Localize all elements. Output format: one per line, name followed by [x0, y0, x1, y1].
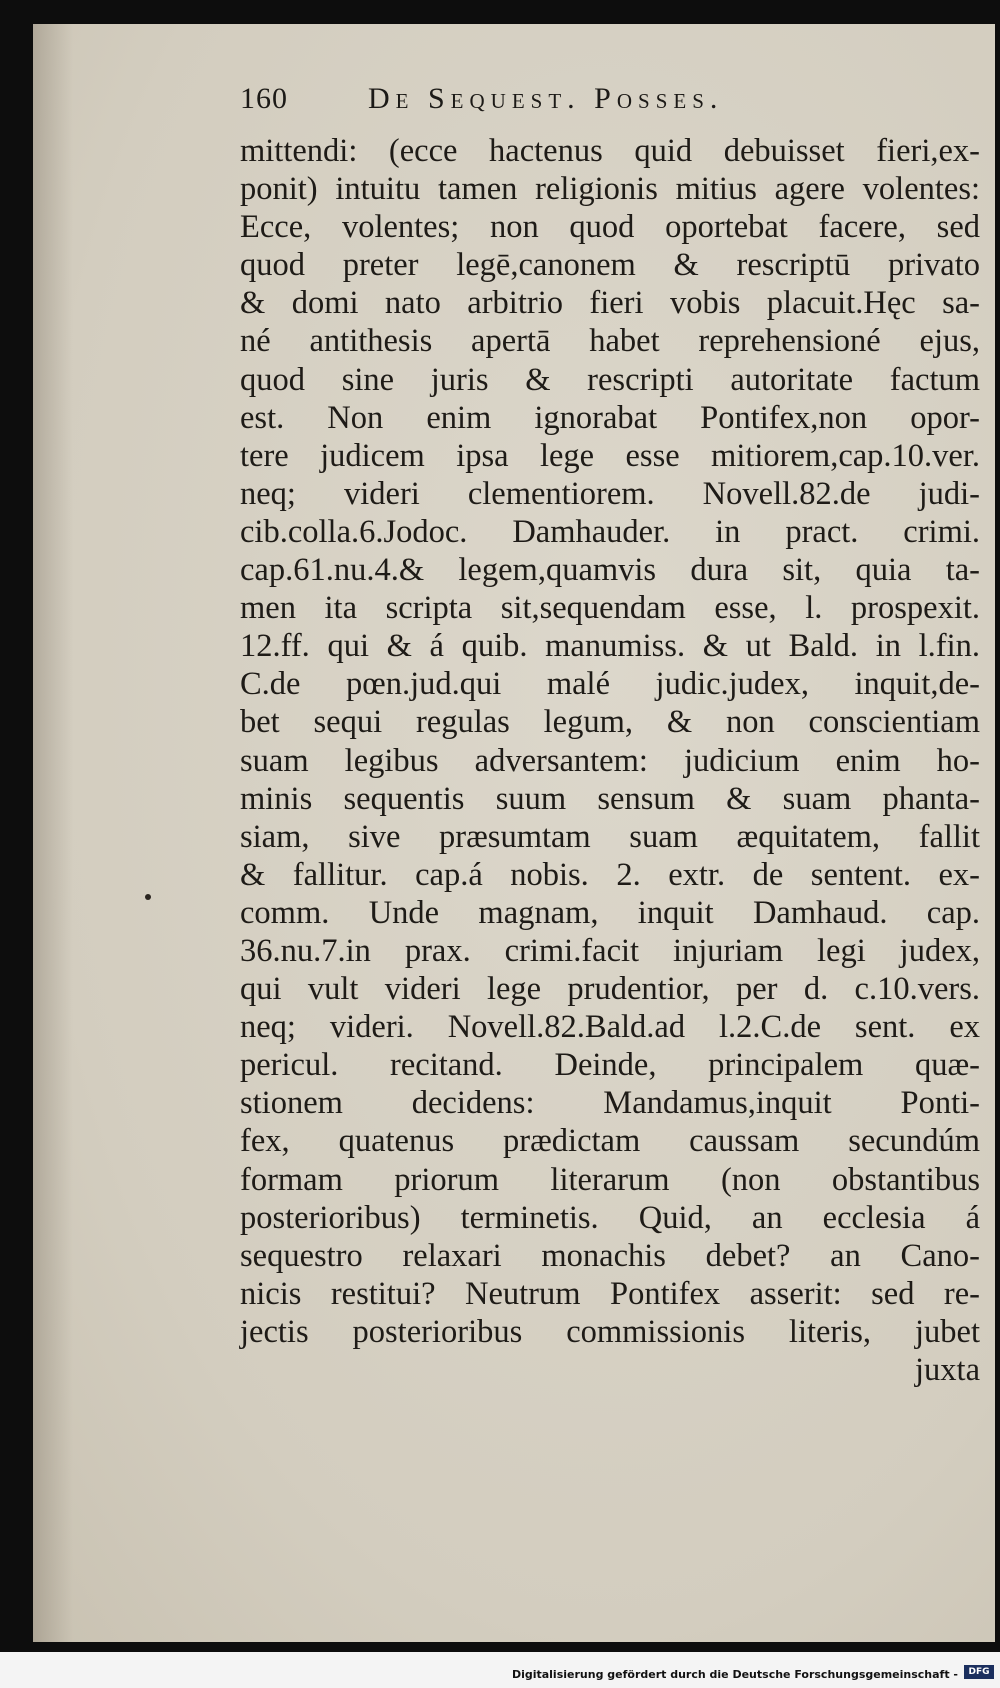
- text-line: nicis restitui? Neutrum Pontifex asserit: sed re-: [240, 1275, 980, 1312]
- funding-credit: Digitalisierung gefördert durch die Deutsche Forschungsgemeinschaft -: [511, 1668, 958, 1681]
- text-line: formam priorum literarum (non obstantibus: [240, 1161, 980, 1198]
- body-text: [240, 132, 980, 1389]
- text-line: C.de pœn.jud.qui malé judic.judex, inquit,de-: [240, 666, 980, 703]
- text-line: posterioribus) terminetis. Quid, an ecclesia á: [240, 1199, 980, 1236]
- text-line: neq; videri. Novell.82.Bald.ad l.2.C.de sent. ex: [240, 1009, 980, 1046]
- text-line: qui vult videri lege prudentior, per d. c.10.vers.: [240, 971, 980, 1008]
- text-line: stionem decidens: Mandamus,inquit Ponti-: [240, 1085, 980, 1122]
- text-line: ponit) intuitu tamen religionis mitius agere volentes:: [240, 171, 980, 208]
- text-line: Ecce, volentes; non quod oportebat facere, sed: [240, 209, 980, 246]
- text-line: comm. Unde magnam, inquit Damhaud. cap.: [240, 894, 980, 931]
- text-line: men ita scripta sit,sequendam esse, l. prospexit.: [240, 590, 980, 627]
- dfg-logo: DFG: [964, 1665, 994, 1679]
- text-line: sequestro relaxari monachis debet? an Cano-: [240, 1237, 980, 1274]
- text-line: pericul. recitand. Deinde, principalem quæ-: [240, 1047, 980, 1084]
- text-line: cap.61.nu.4.& legem,quamvis dura sit, quia ta-: [240, 552, 980, 589]
- text-line: mittendi: (ecce hactenus quid debuisset fieri,ex-: [240, 133, 980, 169]
- text-line: 36.nu.7.in prax. crimi.facit injuriam legi judex,: [240, 932, 980, 969]
- running-title: De Sequest. Posses.: [368, 82, 724, 115]
- text-line: 12.ff. qui & á quib. manumiss. & ut Bald. in l.fin.: [240, 628, 980, 665]
- page-number: 160: [240, 82, 288, 115]
- text-line: minis sequentis suum sensum & suam phanta-: [240, 780, 980, 817]
- text-line: quod preter legē,canonem & rescriptū privato: [240, 247, 980, 284]
- text-line: est. Non enim ignorabat Pontifex,non opor-: [240, 399, 980, 436]
- text-line: né antithesis apertā habet reprehensioné ejus,: [240, 323, 980, 360]
- page-gutter-shadow: [33, 24, 73, 1642]
- text-line: bet sequi regulas legum, & non conscientiam: [240, 704, 980, 741]
- text-line: jectis posterioribus commissionis literis, jubet: [240, 1313, 980, 1350]
- text-line: neq; videri clementiorem. Novell.82.de judi-: [240, 475, 980, 512]
- text-line: & domi nato arbitrio fieri vobis placuit.Hęc sa-: [240, 285, 980, 322]
- text-line: fex, quatenus prædictam caussam secundúm: [240, 1123, 980, 1160]
- page-header: [240, 82, 960, 122]
- text-line: & fallitur. cap.á nobis. 2. extr. de sentent. ex-: [240, 856, 980, 893]
- text-line: quod sine juris & rescripti autoritate factum: [240, 361, 980, 398]
- text-line: cib.colla.6.Jodoc. Damhauder. in pract. crimi.: [240, 513, 980, 550]
- ink-speck: [145, 894, 151, 900]
- text-line: suam legibus adversantem: judicium enim ho-: [240, 742, 980, 779]
- text-line: siam, sive præsumtam suam æquitatem, fallit: [240, 818, 980, 855]
- text-line: tere judicem ipsa lege esse mitiorem,cap.10.ver.: [240, 437, 980, 474]
- text-line: juxta: [915, 1352, 980, 1388]
